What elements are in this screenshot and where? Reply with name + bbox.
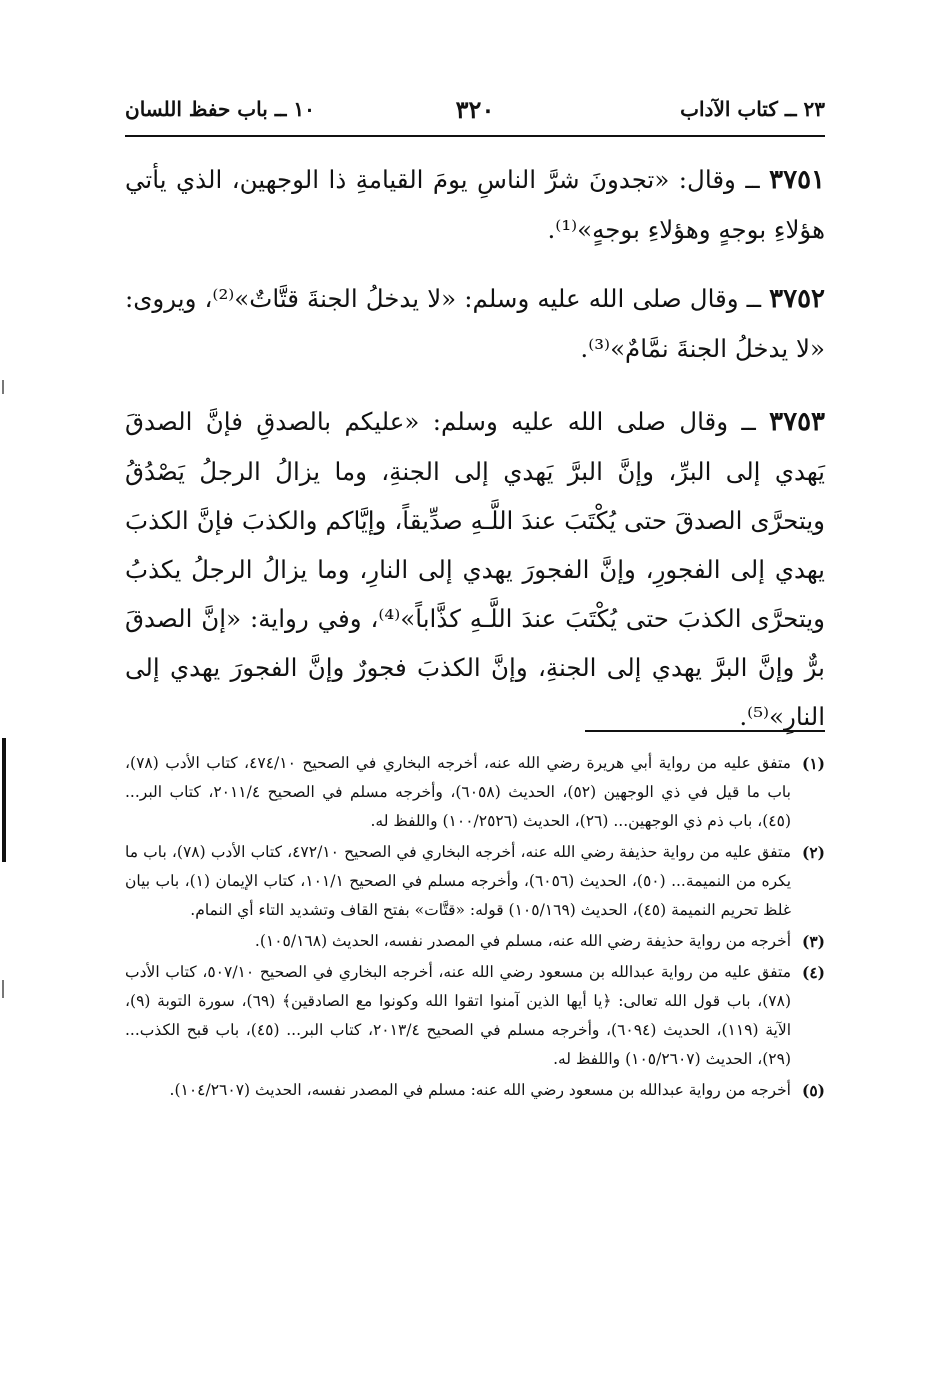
footnote <box>125 958 825 1074</box>
chapter-title: ٢٣ ــ كتاب الآداب <box>680 97 825 121</box>
hadith-number: ٣٧٥٢ <box>769 284 825 314</box>
footnote <box>125 838 825 925</box>
main-text <box>125 155 825 761</box>
footnote-number: (٥) <box>801 1081 825 1100</box>
page-number: ٣٢٠ <box>455 95 495 124</box>
scan-edge-mark <box>2 380 4 394</box>
footnote-number: (٢) <box>801 843 825 862</box>
hadith-paragraph <box>125 274 825 373</box>
hadith-text: ــ وقال: «تجدونَ شرَّ الناسِ يومَ القيامةِ ذا الوجهين، الذي يأتي هؤلاءِ بوجهٍ وهؤلاءِ بوجهٍ»⁽¹⁾. <box>125 165 825 244</box>
footnote <box>125 927 825 956</box>
hadith-paragraph <box>125 397 825 741</box>
hadith-number: ٣٧٥١ <box>769 165 825 195</box>
hadith-text: ــ وقال صلى الله عليه وسلم: «عليكم بالصدقِ فإنَّ الصدقَ يَهدي إلى البرِّ، وإنَّ البرَّ يَهدي إلى الجنةِ، وما يزالُ الرجلُ يَصْدُقُ ويتحرَّى الصدقَ حتى يُكْتَبَ عندَ اللَّـهِ صدِّيقاً، وإيَّاكم والكذبَ فإنَّ الكذبَ يهدي إلى الفجورِ، وإنَّ الفجورَ يهدي إلى النارِ، وما يزالُ الرجلُ يكذبُ ويتحرَّى الكذبَ حتى يُكْتَبَ عندَ اللَّـهِ كذَّاباً»⁽⁴⁾، وفي رواية: «إنَّ الصدقَ برٌّ وإنَّ البرَّ يهدي إلى الجنةِ، وإنَّ الكذبَ فجورٌ وإنَّ الفجورَ يهدي إلى النارِ»⁽⁵⁾. <box>125 407 825 731</box>
footnote-number: (٣) <box>801 932 825 951</box>
running-header <box>125 95 825 137</box>
footnote-number: (٤) <box>801 963 825 982</box>
scan-edge-mark <box>2 738 6 862</box>
hadith-text: ــ وقال صلى الله عليه وسلم: «لا يدخلُ الجنةَ قتَّاتٌ»⁽²⁾، ويروى: «لا يدخلُ الجنةَ نمَّامٌ»⁽³⁾. <box>125 284 825 363</box>
footnote-text: متفق عليه من رواية حذيفة رضي الله عنه، أخرجه البخاري في الصحيح ٤٧٢/١٠، كتاب الأدب (٧٨)، باب ما يكره من النميمة... (٥٠)، الحديث (٦٠٥٦)، وأخرجه مسلم في الصحيح ١٠١/١، كتاب الإيمان (١)، باب بيان غلظ تحريم النميمة (٤٥)، الحديث (١٠٥/١٦٩) قوله: «قتَّات» بفتح القاف وتشديد التاء أي النمام. <box>125 843 792 919</box>
footnote-text: متفق عليه من رواية أبي هريرة رضي الله عنه، أخرجه البخاري في الصحيح ٤٧٤/١٠، كتاب الأدب (٧٨)، باب ما قيل في ذي الوجهين (٥٢)، الحديث (٦٠٥٨)، وأخرجه مسلم في الصحيح ٢٠١١/٤، كتاب البر... (٤٥)، باب ذم ذي الوجهين... (٢٦)، الحديث (١٠٠/٢٥٢٦) واللفظ له. <box>125 754 791 830</box>
footnote-text: أخرجه من رواية حذيفة رضي الله عنه، مسلم في المصدر نفسه، الحديث (١٠٥/١٦٨). <box>254 932 791 950</box>
footnote <box>125 1076 825 1105</box>
footnote-separator <box>585 730 825 732</box>
footnote <box>125 749 825 836</box>
footnote-number: (١) <box>801 754 825 773</box>
scan-edge-mark <box>2 980 4 998</box>
footnotes <box>125 749 825 1107</box>
section-title: ١٠ ــ باب حفظ اللسان <box>125 97 315 121</box>
footnote-text: أخرجه من رواية عبدالله بن مسعود رضي الله عنه: مسلم في المصدر نفسه، الحديث (١٠٤/٢٦٠٧). <box>169 1081 791 1099</box>
hadith-paragraph <box>125 155 825 254</box>
hadith-number: ٣٧٥٣ <box>769 407 825 437</box>
footnote-text: متفق عليه من رواية عبدالله بن مسعود رضي الله عنه، أخرجه البخاري في الصحيح ٥٠٧/١٠، كتاب الأدب (٧٨)، باب قول الله تعالى: ﴿يا أيها الذين آمنوا اتقوا الله وكونوا مع الصادقين﴾ (٦٩)، سورة التوبة (٩)، الآية (١١٩)، الحديث (٦٠٩٤)، وأخرجه مسلم في الصحيح ٢٠١٣/٤، كتاب البر... (٤٥)، باب قبح الكذب... (٢٩)، الحديث (١٠٥/٢٦٠٧) واللفظ له. <box>125 963 791 1068</box>
